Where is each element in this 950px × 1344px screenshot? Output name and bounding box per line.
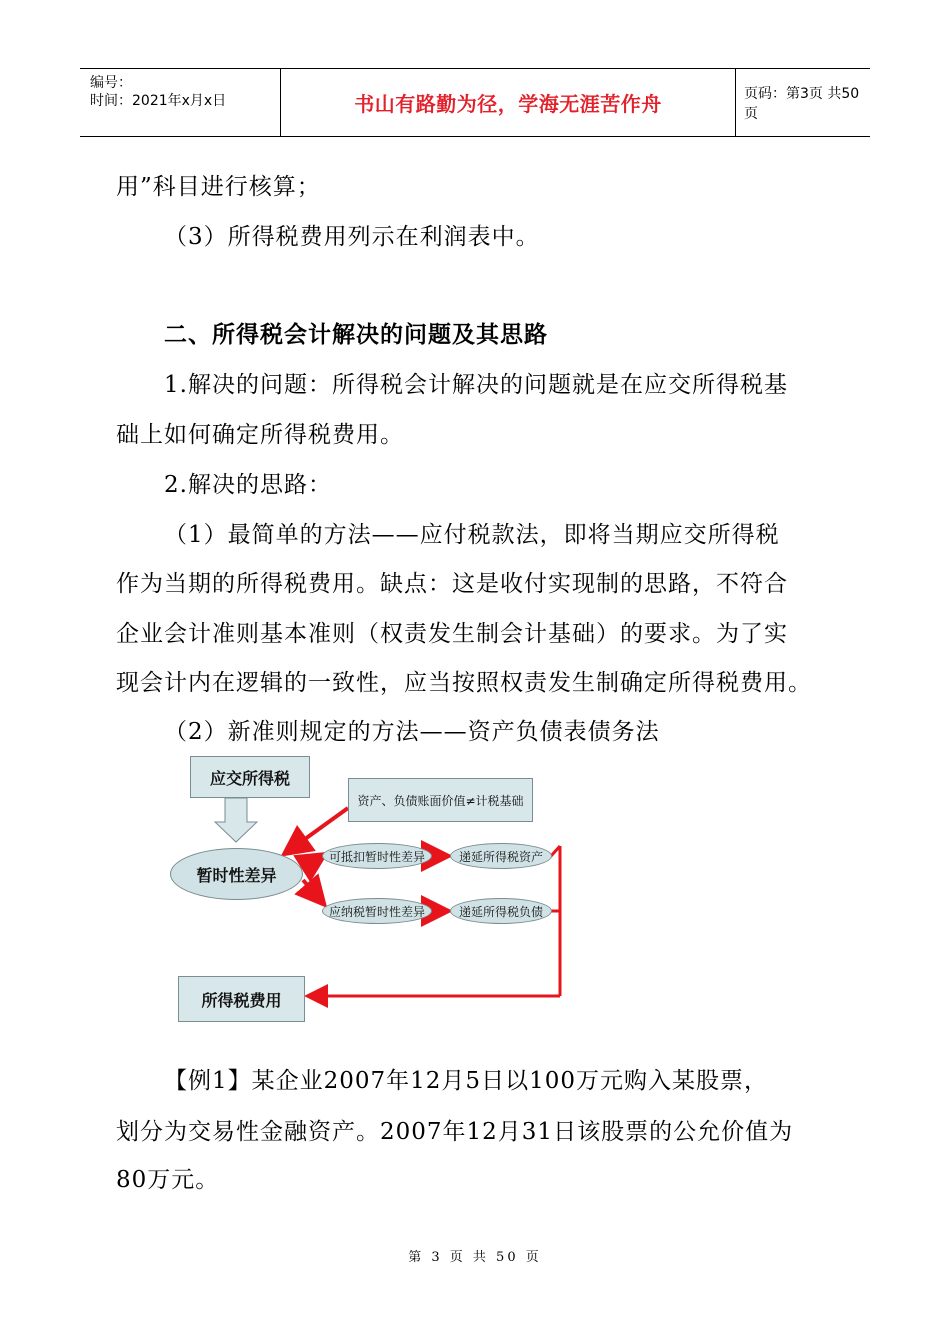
dtl-ellipse: 递延所得税负债 [450,898,552,924]
text-line: 2.解决的思路： [164,472,332,498]
tax-expense-box: 所得税费用 [178,976,305,1022]
text-line: 划分为交易性金融资产。2007年12月31日该股票的公允价值为 [116,1119,794,1145]
text-line: 础上如何确定所得税费用。 [116,422,404,448]
text-line: 用”科目进行核算； [116,174,321,200]
temp-diff-ellipse: 暂时性差异 [170,848,303,900]
arrow-to-deductible [303,856,322,868]
number-label: 编号： [90,75,132,91]
text-line: 【例1】某企业2007年12月5日以100万元购入某股票， [164,1068,768,1094]
tax-flow-diagram [165,750,575,1030]
motto: 书山有路勤为径，学海无涯苦作舟 [354,92,662,116]
header-right [734,69,870,136]
page-label: 页码：第3页 共50页 [744,85,860,122]
text-line: 80万元。 [116,1167,220,1193]
basis-diff-box: 资产、负债账面价值≠计税基础 [348,778,533,822]
page-footer: 第 3 页 共 50 页 [408,1250,542,1265]
taxable-ellipse: 应纳税暂时性差异 [322,898,432,924]
section-heading: 二、所得税会计解决的问题及其思路 [164,322,548,348]
down-arrow-icon [215,798,257,842]
arrow-to-taxable [303,880,322,902]
tax-payable-box: 应交所得税 [190,756,310,798]
text-line: （3）所得税费用列示在利润表中。 [164,224,540,250]
arrow-basis-to-diff [287,808,348,852]
text-line: 1.解决的问题：所得税会计解决的问题就是在应交所得税基 [164,372,788,398]
text-line: （2）新准则规定的方法——资产负债表债务法 [164,719,660,745]
dta-ellipse: 递延所得税资产 [450,843,552,869]
header-left [80,69,280,136]
text-line: （1）最简单的方法——应付税款法，即将当期应交所得税 [164,522,780,548]
page-header [80,68,870,137]
text-line: 企业会计准则基本准则（权责发生制会计基础）的要求。为了实 [116,621,788,647]
time-label: 时间：2021年x月x日 [90,93,227,109]
text-line: 现会计内在逻辑的一致性，应当按照权责发生制确定所得税费用。 [116,670,812,696]
header-center [280,69,736,136]
deductible-ellipse: 可抵扣暂时性差异 [322,843,432,869]
text-line: 作为当期的所得税费用。缺点：这是收付实现制的思路，不符合 [116,571,788,597]
